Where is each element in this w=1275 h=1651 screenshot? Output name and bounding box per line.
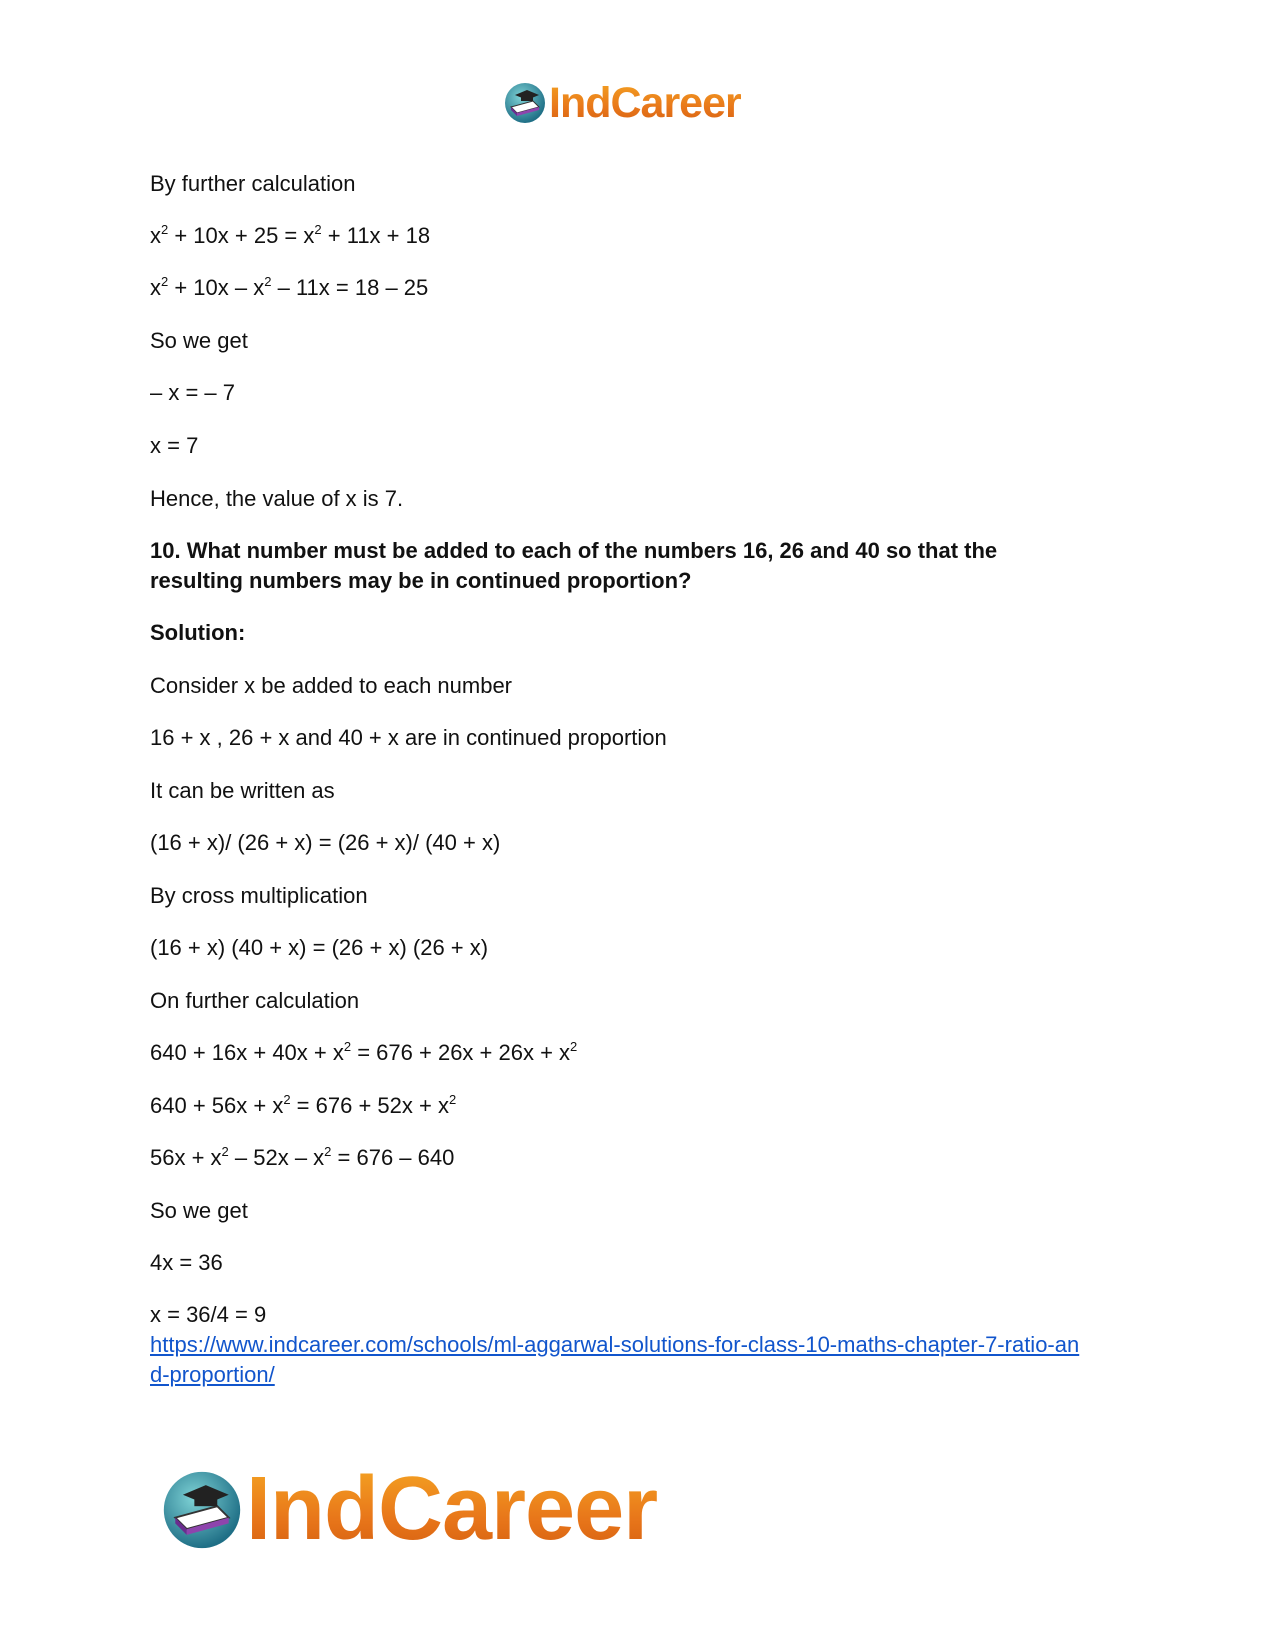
equation-line: – x = – 7 [150, 380, 236, 405]
equation-line: (16 + x)/ (26 + x) = (26 + x)/ (40 + x) [150, 830, 501, 855]
text-line: Consider x be added to each number [150, 673, 513, 698]
text-line: So we get [150, 1198, 248, 1223]
equation-line: $56x + x^2 - 52x - x^2 = 676 - 640$ [150, 1143, 455, 1170]
graduation-book-icon [503, 81, 547, 125]
text-line: By cross multiplication [150, 883, 368, 908]
equation-line: $640 + 16x + 40x + x^2 = 676 + 26x + 26x + x^2$ [150, 1038, 578, 1065]
equation-line: $x^2 + 10x - x^2 - 11x = 18 - 25$ [150, 273, 429, 300]
text-line: 16 + x , 26 + x and 40 + x are in continued proportion [150, 725, 667, 750]
footer-link-line2[interactable]: d-proportion/ [150, 1362, 275, 1387]
brand-name: IndCareer [549, 79, 741, 127]
equation-line: $x^2 + 10x + 25 = x^2 + 11x + 18$ [150, 221, 431, 248]
footer-link-line1[interactable]: https://www.indcareer.com/schools/ml-aggarwal-solutions-for-class-10-maths-chapter-7-ratio-an [150, 1332, 1080, 1357]
solution-heading: Solution: [150, 620, 246, 645]
footer-link[interactable] [150, 1330, 1140, 1390]
text-line: Hence, the value of x is 7. [150, 486, 404, 511]
graduation-book-icon [160, 1468, 244, 1552]
equation-line: $640 + 56x + x^2 = 676 + 52x + x^2$ [150, 1091, 457, 1118]
equation-line: x = 36/4 = 9 [150, 1302, 267, 1327]
brand-name: IndCareer [246, 1459, 658, 1559]
equation-line: x = 7 [150, 433, 199, 458]
header-logo [503, 78, 741, 128]
equation-line: 4x = 36 [150, 1250, 223, 1275]
equation-line: (16 + x) (40 + x) = (26 + x) (26 + x) [150, 935, 489, 960]
question-heading-cont: resulting numbers may be in continued proportion? [150, 568, 692, 593]
text-line: So we get [150, 328, 248, 353]
text-line: By further calculation [150, 171, 356, 196]
footer-logo [160, 1459, 658, 1559]
text-line: It can be written as [150, 778, 335, 803]
question-heading: 10. What number must be added to each of the numbers 16, 26 and 40 so that the [150, 538, 998, 563]
text-line: On further calculation [150, 988, 360, 1013]
